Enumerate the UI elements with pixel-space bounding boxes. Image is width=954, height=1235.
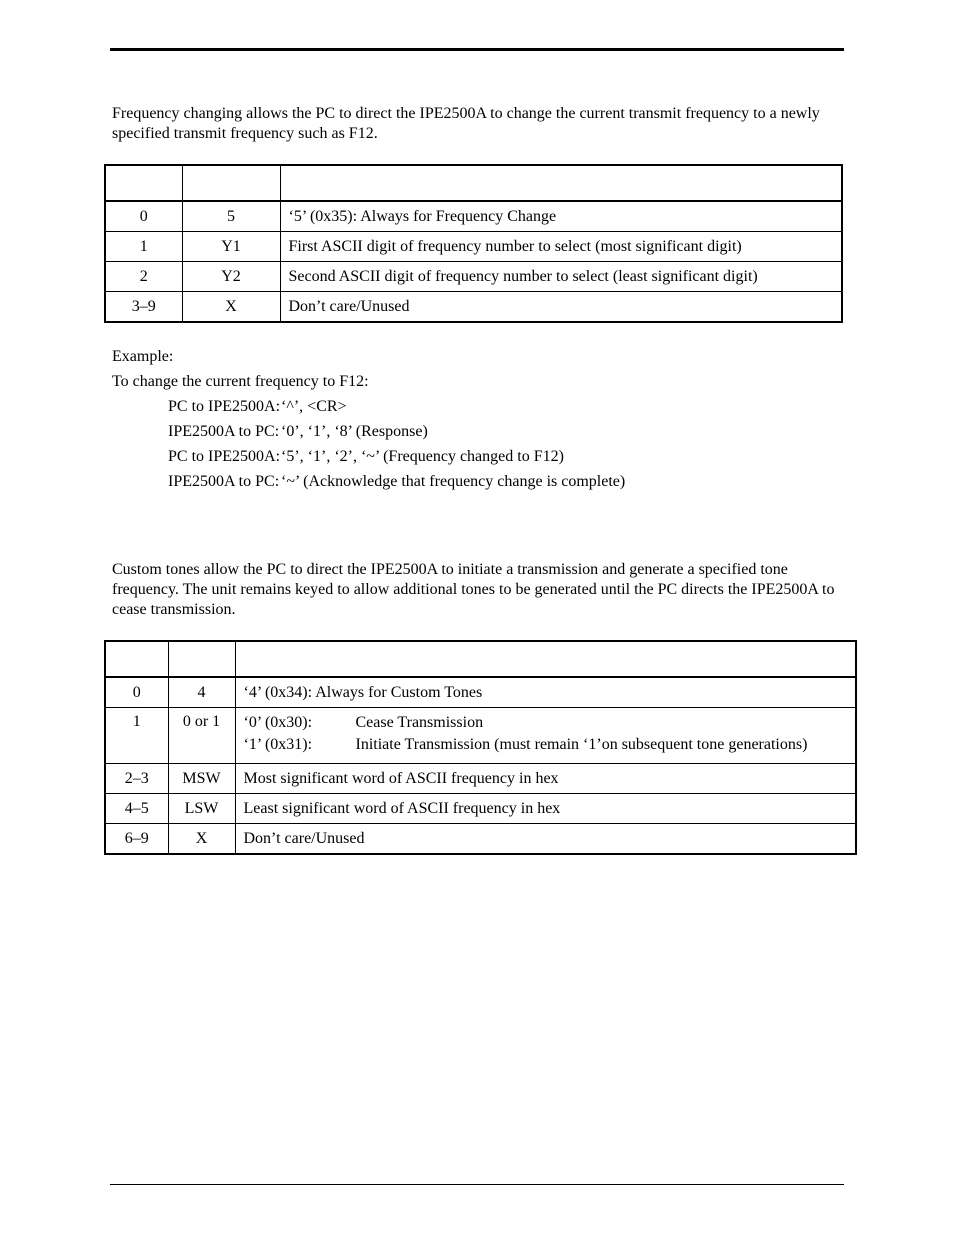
example-direction: IPE2500A to PC: — [168, 423, 280, 440]
description-cell: Second ASCII digit of frequency number to select (least significant digit) — [280, 262, 842, 292]
example-command: ‘0’, ‘1’, ‘8’ (Response) — [281, 423, 428, 440]
footer-rule — [110, 1184, 844, 1185]
byte-cell: 1 — [105, 708, 168, 764]
header-rule — [110, 48, 844, 51]
example-direction: PC to IPE2500A: — [168, 398, 281, 415]
value-cell: LSW — [168, 794, 235, 824]
table-row — [105, 794, 856, 824]
byte-cell: 0 — [105, 677, 168, 708]
byte-cell: 4–5 — [105, 794, 168, 824]
example-command: ‘~’ (Acknowledge that frequency change is complete) — [281, 473, 626, 490]
description-cell — [235, 708, 856, 764]
byte-cell: 0 — [105, 201, 182, 232]
description-cell: ‘4’ (0x34): Always for Custom Tones — [235, 677, 856, 708]
example-command: ‘5’, ‘1’, ‘2’, ‘~’ (Frequency changed to F12) — [281, 448, 564, 465]
description-cell: ‘5’ (0x35): Always for Frequency Change — [280, 201, 842, 232]
table-row — [105, 232, 842, 262]
custom-tones-intro: Custom tones allow the PC to direct the IPE2500A to initiate a transmission and generate a specified tone frequency. The unit remains keyed to allow additional tones to be generated until the PC directs the IPE2500A to cease transmission. — [112, 561, 835, 618]
byte-cell: 3–9 — [105, 292, 182, 323]
value-cell: MSW — [168, 764, 235, 794]
header-cell — [235, 641, 856, 677]
byte-cell: 2–3 — [105, 764, 168, 794]
value-cell: Y2 — [182, 262, 280, 292]
example-line — [112, 419, 625, 444]
code-text: Cease Transmission — [355, 714, 484, 731]
header-cell — [105, 641, 168, 677]
description-cell: Least significant word of ASCII frequency in hex — [235, 794, 856, 824]
frequency-change-table — [104, 164, 843, 323]
value-cell: 4 — [168, 677, 235, 708]
byte-cell: 2 — [105, 262, 182, 292]
header-cell — [182, 165, 280, 201]
frequency-change-example — [112, 344, 625, 494]
code-label: ‘0’ (0x30): — [243, 714, 313, 731]
code-label: ‘1’ (0x31): — [243, 736, 313, 753]
code-text: Initiate Transmission (must remain ‘1’on subsequent tone generations) — [355, 736, 808, 753]
example-direction: PC to IPE2500A: — [168, 448, 281, 465]
value-cell: 5 — [182, 201, 280, 232]
description-cell: Don’t care/Unused — [280, 292, 842, 323]
table-row — [105, 262, 842, 292]
example-title: Example: — [112, 348, 174, 365]
example-line — [112, 394, 625, 419]
example-command: ‘^’, <CR> — [281, 398, 347, 415]
header-cell — [168, 641, 235, 677]
example-line — [112, 469, 625, 494]
description-cell: Don’t care/Unused — [235, 824, 856, 855]
header-cell — [105, 165, 182, 201]
sub-line — [244, 734, 856, 756]
table-row — [105, 764, 856, 794]
table-header-row — [105, 641, 856, 677]
table-row — [105, 824, 856, 855]
table-row — [105, 292, 842, 323]
sub-line — [244, 712, 856, 734]
value-cell: 0 or 1 — [168, 708, 235, 764]
byte-cell: 6–9 — [105, 824, 168, 855]
header-cell — [280, 165, 842, 201]
value-cell: Y1 — [182, 232, 280, 262]
example-line — [112, 444, 625, 469]
example-subtitle: To change the current frequency to F12: — [112, 373, 369, 390]
table-row — [105, 677, 856, 708]
byte-cell: 1 — [105, 232, 182, 262]
description-cell: Most significant word of ASCII frequency in hex — [235, 764, 856, 794]
value-cell: X — [168, 824, 235, 855]
description-cell: First ASCII digit of frequency number to select (most significant digit) — [280, 232, 842, 262]
example-direction: IPE2500A to PC: — [168, 473, 280, 490]
table-row — [105, 708, 856, 764]
custom-tones-table — [104, 640, 857, 855]
frequency-change-intro: Frequency changing allows the PC to direct the IPE2500A to change the current transmit frequency to a newly specified transmit frequency such as F12. — [112, 105, 820, 142]
table-header-row — [105, 165, 842, 201]
table-row — [105, 201, 842, 232]
value-cell: X — [182, 292, 280, 323]
